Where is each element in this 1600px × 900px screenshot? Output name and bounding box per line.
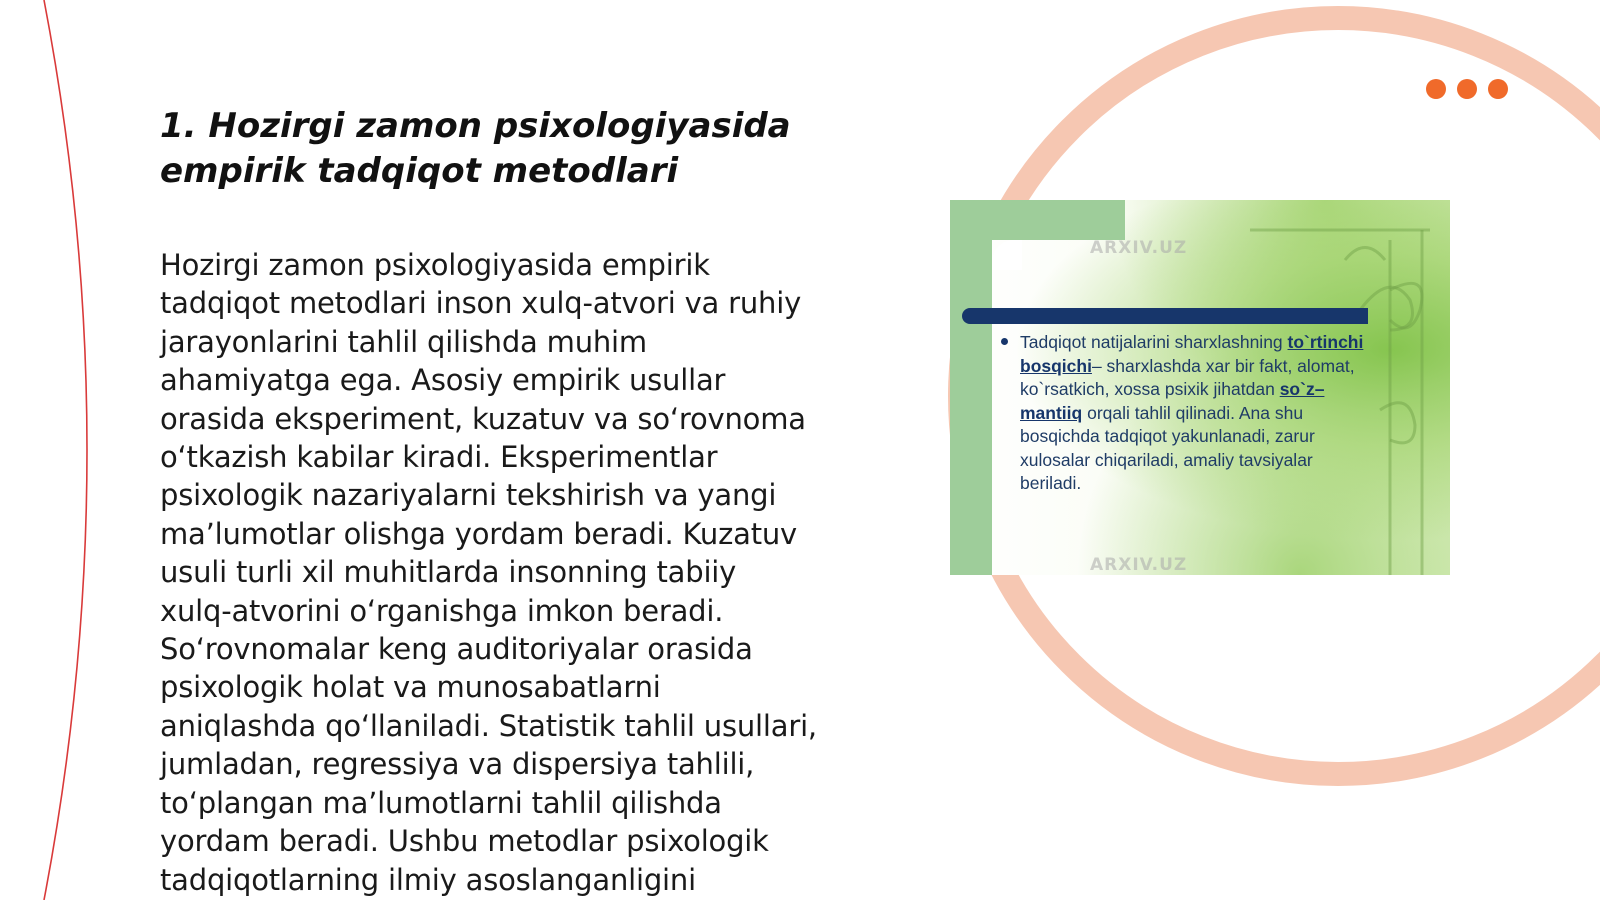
dot [1426, 79, 1446, 99]
body-line: orasida eksperiment, kuzatuv va so‘rovnoma [160, 401, 806, 436]
image-text-line: bosqichda tadqiqot yakunlanadi, zarur [1020, 426, 1315, 446]
body-line: ahamiyatga ega. Asosiy empirik usullar [160, 363, 726, 398]
bullet-dot [1001, 338, 1008, 345]
body-line: Hozirgi zamon psixologiyasida empirik [160, 248, 710, 282]
image-keyword: so`z– [1279, 379, 1325, 399]
image-text-line [1020, 331, 1415, 355]
body-line: jumladan, regressiya va dispersiya tahlili, [160, 747, 755, 782]
image-keyword: mantiiq [1020, 402, 1083, 423]
image-text-line [1020, 378, 1415, 402]
body-line: usuli turli xil muhitlarda insonning tabiiy [160, 555, 737, 590]
body-line: aniqlashda qo‘llaniladi. Statistik tahlil usullari, [160, 708, 817, 743]
image-keyword: bosqichi [1020, 355, 1092, 376]
image-text-part: orqali tahlil qilinadi. Ana shu [1082, 402, 1304, 423]
decorative-left-curve [44, 0, 87, 900]
image-text-part: – sharxlashda xar bir fakt, alomat, [1091, 355, 1355, 376]
body-line: yordam beradi. Ushbu metodlar psixologik [160, 824, 769, 859]
image-header-bar [962, 308, 1368, 324]
image-text-line [1020, 355, 1415, 379]
body-line: psixologik holat va munosabatlarni [160, 670, 661, 705]
image-text-line: xulosalar chiqariladi, amaliy tavsiyalar [1020, 449, 1313, 470]
body-line: tadqiqotlarning ilmiy asoslanganligini [160, 862, 696, 897]
slide-body-text [160, 246, 860, 899]
slide-title [160, 104, 860, 194]
image-text-part: ko`rsatkich, xossa psixik jihatdan [1020, 379, 1280, 399]
image-text-part: Tadqiqot natijalarini sharxlashning [1020, 332, 1288, 352]
embedded-slide-image [950, 200, 1450, 575]
image-text-line [1020, 402, 1415, 426]
image-text-line: beriladi. [1020, 473, 1082, 493]
slide-title-line: 1. Hozirgi zamon psixologiyasida [160, 106, 791, 146]
body-line: o‘tkazish kabilar kiradi. Eksperimentlar [160, 440, 718, 475]
body-line: So‘rovnomalar keng auditoriyalar orasida [160, 632, 753, 667]
image-keyword: to`rtinchi [1287, 332, 1364, 352]
image-bullet-text [1020, 331, 1415, 496]
three-dots-icon [1426, 79, 1508, 99]
body-line: xulq-atvorini o‘rganishga imkon beradi. [160, 593, 724, 628]
slide-title-line: empirik tadqiqot metodlari [160, 151, 679, 191]
body-line: psixologik nazariyalarni tekshirish va yangi [160, 478, 777, 513]
dot [1457, 79, 1477, 99]
dot [1488, 79, 1508, 99]
body-line: ma’lumotlar olishga yordam beradi. Kuzatuv [160, 516, 798, 551]
body-line: jarayonlarini tahlil qilishda muhim [160, 324, 647, 359]
watermark-top: ARXIV.UZ [1090, 238, 1188, 258]
watermark-bottom: ARXIV.UZ [1090, 555, 1188, 575]
body-line: to‘plangan ma’lumotlarni tahlil qilishda [160, 785, 722, 820]
body-line: tadqiqot metodlari inson xulq-atvori va ruhiy [160, 286, 802, 321]
